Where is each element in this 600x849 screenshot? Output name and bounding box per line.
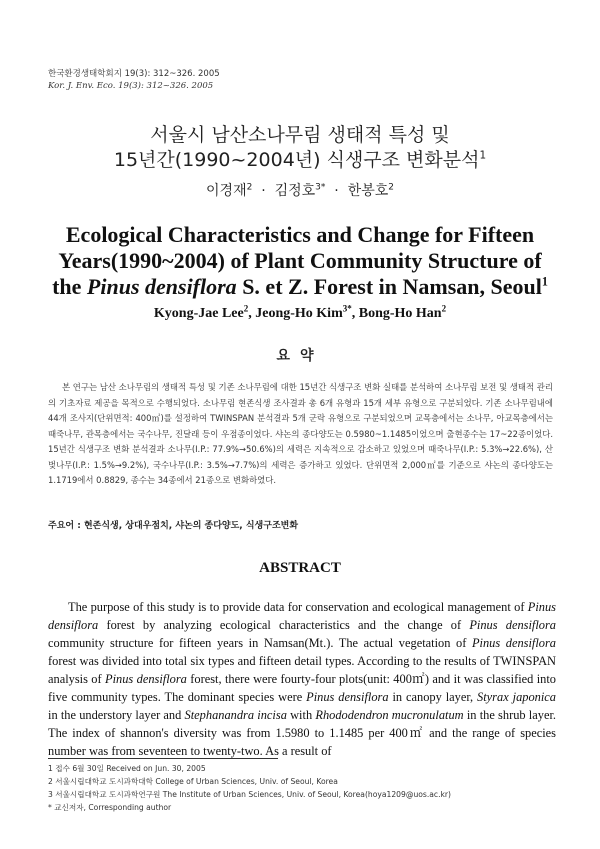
english-author-3: Bong-Ho Han	[358, 306, 442, 321]
korean-author-1: 이경재	[206, 183, 247, 199]
journal-header	[48, 68, 220, 92]
english-abstract: The purpose of this study is to provide data for conservation and ecological management of Pinus densiflora forest by analyzing ecological characteristics and the change of Pinus densiflora community structure for fifteen years in Namsan(Mt.). The actual vegetation of Pinus densiflora forest was divided into total six types and fifteen detail types. According to the results of TWINSPAN analysis of Pinus densiflora forest, there were fourty-four plots(unit: 400㎡) and it was classified into five community types. The dominant species were Pinus densiflora in canopy layer, Styrax japonica in the understory layer and Stephanandra incisa with Rhododendron mucronulatum in the shrub layer. The index of shannon's diversity was from 1.5980 to 1.1485 per 400㎡ and the range of species number was from seventeen to twenty-two. As a result of	[48, 600, 557, 758]
english-authors: Kyong-Jae Lee$^2$, Jeong-Ho Kim$^{3*}$, Bong-Ho Han$^2$	[153, 303, 447, 321]
korean-title-line2: 15년간(1990~2004년) 식생구조 변화분석$^1$	[113, 149, 487, 171]
footnote-1: 1 접수 6월 30일 Received on Jun. 30, 2005	[48, 764, 206, 773]
footnote-divider	[48, 758, 278, 759]
korean-author-3: 한봉호	[347, 183, 389, 199]
english-title-line2: Years(1990~2004) of Plant Community Structure of	[58, 248, 542, 273]
keywords-text: 현존식생, 상대우점치, 샤논의 종다양도, 식생구조변화	[83, 521, 299, 531]
korean-title-line1: 서울시 남산소나무림 생태적 특성 및	[150, 124, 450, 146]
korean-authors: 이경재$^2$ · 김정호$^{3*}$ · 한봉호$^2$	[206, 182, 394, 199]
footnote-3: 3 서울시립대학교 도시과학연구원 The Institute of Urban Sciences, Univ. of Seoul, Korea(hoya1209@uos.ac.kr)	[48, 790, 451, 799]
english-author-1: Kyong-Jae Lee	[153, 306, 244, 321]
korean-author-2: 김정호	[274, 183, 316, 199]
journal-line-english: Kor. J. Env. Eco. 19(3): 312~326. 2005	[48, 81, 214, 91]
footnote-2: 2 서울시립대학교 도시과학대학 College of Urban Sciences, Univ. of Seoul, Korea	[48, 777, 338, 786]
english-title-line3: the Pinus densiflora S. et Z. Forest in Namsan, Seoul$^1$	[52, 274, 548, 299]
footnote-4: * 교신저자, Corresponding author	[48, 803, 172, 812]
english-title-line1: Ecological Characteristics and Change for Fifteen	[65, 222, 535, 247]
korean-abstract-heading: 요약	[276, 348, 324, 364]
korean-abstract: 본 연구는 남산 소나무림의 생태적 특성 및 기존 소나무림에 대한 15년간 식생구조 변화 실태를 분석하여 소나무림 보전 및 생태적 관리의 기초자료 제공을 목적으로 수행되었다. 소나무림 현존식생 조사결과 총 6개 유형과 15개 세부 유형으로 구분되었다. 기존 소나무림내에 44개 조사지(단위면적: 400㎡)를 설정하여 TWINSPAN 분석결과 5개 군락 유형으로 구분되었으며 교목층에서는 소나무, 아교목층에서는 때죽나무, 관목층에서는 국수나무, 진달래 등이 우점종이었다. 샤논의 종다양도는 0.5980~1.1485이었으며 출현종수는 17~22종이었다. 15년간 식생구조 변화 분석결과 소나무(I.P.: 77.9%→50.6%)의 세력은 지속적으로 감소하고 있었으며 때죽나무(I.P.: 5.3%→22.6%), 산벚나무(I.P.: 1.5%→9.2%), 국수나무(I.P.: 3.5%→7.7%)의 세력은 증가하고 있었다. 단위면적 2,000㎡를 기준으로 샤논의 종다양도는 1.1719에서 0.8829, 종수는 34종에서 21종으로 변화하였다.	[48, 382, 553, 485]
abstract-heading: ABSTRACT	[259, 560, 341, 576]
english-author-2: Jeong-Ho Kim	[255, 306, 343, 321]
keywords	[48, 518, 298, 531]
keywords-label: 주요어 :	[48, 521, 81, 531]
journal-line-korean: 한국환경생태학회지 19(3): 312~326. 2005	[48, 69, 220, 79]
